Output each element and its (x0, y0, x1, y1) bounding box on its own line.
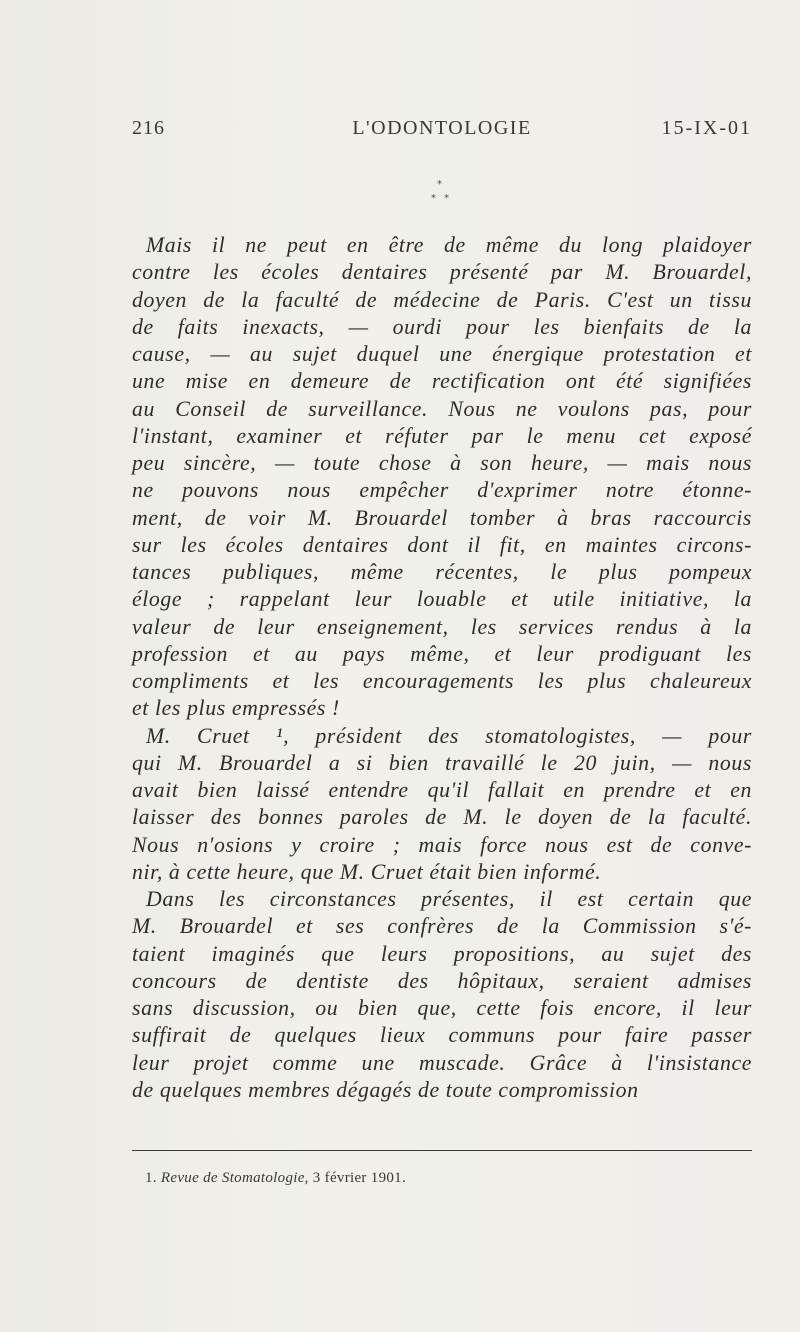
asterism-star: * (431, 193, 436, 204)
footnote-journal: Revue de Stomatologie, (160, 1170, 309, 1186)
page-number: 216 (132, 117, 165, 139)
text-line: l'instant, examiner et réfuter par le menu cet exposé (132, 423, 752, 448)
text-line: tances publiques, même récentes, le plus pompeux (132, 560, 752, 584)
text-line: de quelques membres dégagés de toute compromission (132, 1077, 639, 1102)
text-line: au Conseil de surveillance. Nous ne voulons pas, pour (132, 396, 752, 421)
text-line: et les plus empressés ! (132, 696, 340, 721)
text-line: leur projet comme une muscade. Grâce à l'insistance (132, 1050, 752, 1075)
text-line: ne pouvons nous empêcher d'exprimer notre étonne- (132, 478, 752, 503)
text-line: une mise en demeure de rectification ont été signifiées (132, 369, 752, 394)
text-line: Nous n'osions y croire ; mais force nous est de conve- (132, 832, 752, 857)
body-text (132, 232, 752, 1104)
text-line: doyen de la faculté de médecine de Paris. C'est un tissu (132, 287, 752, 312)
paragraph (132, 232, 752, 723)
text-line: M. Cruet ¹, président des stomatologistes, — pour (146, 723, 752, 748)
text-line: taient imaginés que leurs propositions, au sujet des (132, 941, 752, 966)
footnote-number: 1. (145, 1170, 157, 1186)
text-line: ment, de voir M. Brouardel tomber à bras raccourcis (132, 505, 752, 530)
text-line: de faits inexacts, — ourdi pour les bienfaits de la (132, 314, 752, 339)
footnote (145, 1170, 406, 1187)
text-line: M. Brouardel et ses confrères de la Commission s'é- (132, 914, 752, 939)
text-line: sur les écoles dentaires dont il fit, en maintes circons- (132, 532, 752, 557)
text-line: valeur de leur enseignement, les services rendus à la (132, 614, 752, 639)
text-line: avait bien laissé entendre qu'il fallait en prendre et en (132, 778, 752, 802)
asterism-star: * (444, 193, 449, 204)
text-line: Dans les circonstances présentes, il est certain que (146, 887, 752, 911)
footnote-rule (132, 1150, 752, 1151)
footnote-date: 3 février 1901. (312, 1170, 407, 1186)
paragraph (132, 723, 752, 887)
text-line: suffirait de quelques lieux communs pour faire passer (132, 1023, 752, 1048)
running-header (132, 117, 752, 147)
text-line: qui M. Brouardel a si bien travaillé le 20 juin, — nous (132, 750, 752, 775)
text-line: nir, à cette heure, que M. Cruet était bien informé. (132, 859, 602, 884)
text-line: cause, — au sujet duquel une énergique protestation et (132, 342, 752, 366)
journal-title: L'ODONTOLOGIE (352, 117, 532, 139)
text-line: Mais il ne peut en être de même du long plaidoyer (146, 233, 752, 257)
text-line: compliments et les encouragements les plus chaleureux (132, 669, 752, 693)
text-line: peu sincère, — toute chose à son heure, — mais nous (132, 451, 752, 475)
issue-date: 15-IX-01 (661, 117, 752, 139)
asterism-divider (420, 180, 460, 210)
text-line: profession et au pays même, et leur prodiguant les (132, 641, 752, 666)
text-line: sans discussion, ou bien que, cette fois encore, il leur (132, 996, 752, 1020)
text-line: éloge ; rappelant leur louable et utile initiative, la (132, 587, 752, 612)
text-line: contre les écoles dentaires présenté par M. Brouardel, (132, 260, 752, 285)
text-line: concours de dentiste des hôpitaux, seraient admises (132, 968, 752, 993)
paragraph (132, 886, 752, 1104)
asterism-star: * (437, 179, 442, 190)
text-line: laisser des bonnes paroles de M. le doyen de la faculté. (132, 805, 752, 830)
